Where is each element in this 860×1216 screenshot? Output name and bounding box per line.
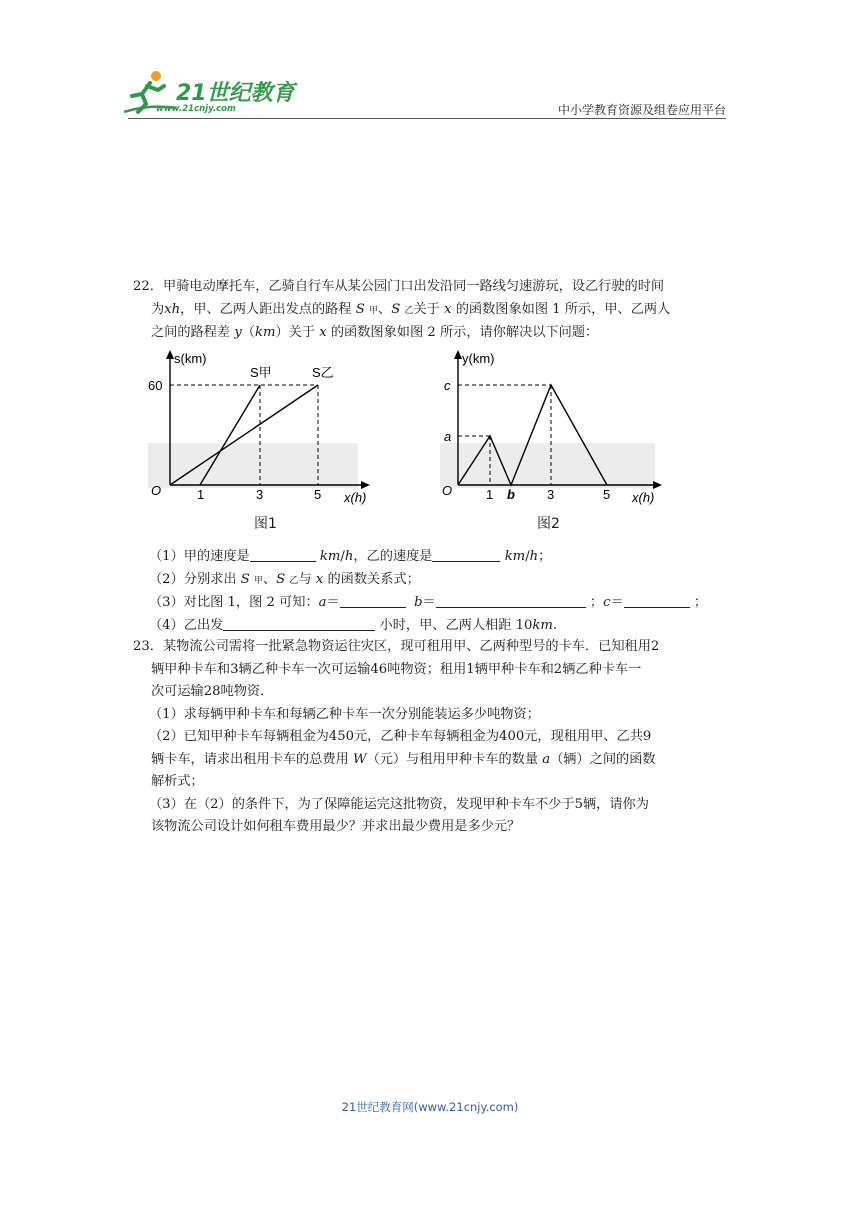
x-tick-3: 3	[547, 487, 555, 502]
label-s-jia: S甲	[250, 365, 272, 380]
y-tick-a: a	[444, 429, 452, 444]
q23-part-3b: 该物流公司设计如何租车费用最少？并求出最少费用是多少元？	[151, 819, 521, 834]
q23-part-1: （1）求每辆甲种卡车和每辆乙种卡车一次分别能装运多少吨物资；	[149, 706, 540, 722]
figure-2	[440, 345, 670, 532]
x-tick-5: 5	[314, 487, 322, 502]
question-22	[133, 276, 731, 345]
figure-2-graph	[440, 345, 670, 505]
question-22-parts	[133, 546, 731, 637]
y-tick-c: c	[444, 378, 451, 393]
answer-blank[interactable]	[436, 592, 586, 608]
question-23	[133, 636, 731, 839]
x-tick-b: b	[507, 487, 515, 502]
x-tick-5: 5	[603, 487, 611, 502]
origin-label: O	[151, 483, 162, 498]
site-logo[interactable]	[120, 68, 300, 118]
label-s-yi: S乙	[312, 365, 334, 380]
page-footer[interactable]: 21世纪教育网(www.21cnjy.com)	[341, 1100, 519, 1114]
x-axis-label: x(h)	[632, 490, 655, 505]
q23-line-3: 次可运输28吨物资．	[151, 684, 274, 699]
x-tick-1: 1	[486, 487, 494, 502]
x-axis-label: x(h)	[344, 490, 367, 505]
y-axis-label: y(km)	[462, 351, 495, 366]
y-tick-60: 60	[148, 378, 163, 393]
answer-blank[interactable]	[624, 592, 690, 608]
page-header	[120, 68, 726, 120]
q22-part-4: （4）乙出发 小时，甲、乙两人相距 10km.	[133, 615, 731, 638]
q22-part-3: （3）对比图 1，图 2 可知：a＝ b＝ ；c＝ ；	[133, 592, 731, 615]
q22-part-2: （2）分别求出 S 甲、S 乙与 x 的函数关系式；	[149, 571, 420, 587]
figure-1-graph	[148, 345, 378, 505]
answer-blank[interactable]	[340, 592, 406, 608]
q23-line-1: 23．某物流公司需将一批紧急物资运往灾区，现可租用甲、乙两种型号的卡车．已知租用2	[133, 639, 660, 654]
y-axis-label: s(km)	[174, 351, 207, 366]
answer-blank[interactable]	[250, 546, 316, 562]
answer-blank[interactable]	[223, 615, 375, 631]
q23-part-2c: 解析式；	[151, 774, 204, 789]
q23-part-3a: （3）在（2）的条件下，为了保障能运完这批物资，发现甲种卡车不少于5辆，请你为	[149, 796, 649, 812]
x-tick-1: 1	[197, 487, 205, 502]
logo-url: www.21cnjy.com	[156, 104, 236, 114]
q23-line-2: 辆甲种卡车和3辆乙种卡车一次可运输46吨物资；租用1辆甲种卡车和2辆乙种卡车一	[151, 661, 642, 677]
origin-label: O	[442, 483, 453, 498]
x-tick-3: 3	[256, 487, 264, 502]
figure-1	[148, 345, 378, 532]
q22-line-1: 22．甲骑电动摩托车，乙骑自行车从某公园门口出发沿同一路线匀速游玩，设乙行驶的时间	[133, 279, 665, 294]
platform-name: 中小学教育资源及组卷应用平台	[557, 103, 726, 117]
q23-part-2a: （2）已知甲种卡车每辆租金为450元，乙种卡车每辆租金为400元，现租用甲、乙共9	[149, 729, 652, 744]
logo-text: 21世纪教育	[176, 81, 295, 106]
q23-part-2b: 辆卡车，请求出租用卡车的总费用 W（元）与租用甲种卡车的数量 a（辆）之间的函数	[151, 751, 656, 767]
q22-line-2: 为xh，甲、乙两人距出发点的路程 S 甲、S 乙关于 x 的函数图象如图 1 所示，甲、乙两人	[151, 301, 671, 317]
q22-line-3: 之间的路程差 y（km）关于 x 的函数图象如图 2 所示，请你解决以下问题：	[151, 325, 599, 340]
figure-2-caption: 图2	[537, 516, 560, 532]
q22-part-1: （1）甲的速度是 km/h，乙的速度是 km/h；	[133, 546, 731, 569]
header-divider	[128, 118, 726, 119]
answer-blank[interactable]	[432, 546, 500, 562]
figure-1-caption: 图1	[254, 516, 277, 532]
